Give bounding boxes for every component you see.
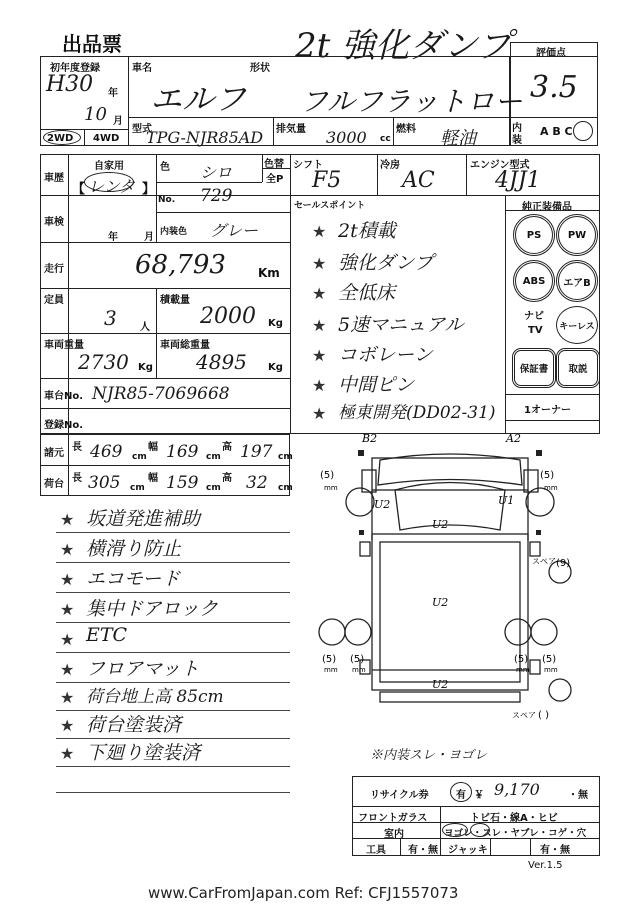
tire-rear-1: (5) <box>322 654 337 665</box>
engine-label: エンジン型式 <box>470 160 530 171</box>
recycle-value: 9,170 <box>494 780 540 799</box>
private-label: 自家用 <box>94 161 124 172</box>
fuel-value: 軽油 <box>440 128 476 149</box>
tools-value: 有・無 <box>408 845 438 856</box>
diagram-u1: U1 <box>498 494 515 507</box>
recycle-have-circle <box>450 782 472 802</box>
star-icon: ★ <box>312 222 327 241</box>
diagram-note: ※内装スレ・ヨゴレ <box>370 748 488 763</box>
chassis-label: 車台No. <box>44 391 84 402</box>
height-label: 高 <box>222 442 232 453</box>
star-icon: ★ <box>60 570 75 589</box>
load-value: 2000 <box>200 304 256 329</box>
tire-front-right: (5) <box>540 470 555 481</box>
ac-label: 冷房 <box>380 160 400 171</box>
vehicle-type-label: 形状 <box>250 63 270 74</box>
height-unit: cm <box>278 452 293 462</box>
diagram-u2-cab: U2 <box>432 518 449 531</box>
ac-value: AC <box>402 168 435 193</box>
star-icon: ★ <box>312 346 327 365</box>
cargo-width-value: 159 <box>166 473 199 493</box>
tire-rear-2: (5) <box>350 654 365 665</box>
room-scuff-circle <box>470 823 490 837</box>
vehicle-name-label: 車名 <box>132 63 152 74</box>
cargo-width-label: 幅 <box>148 473 158 484</box>
recycle-label: リサイクル券 <box>370 790 429 801</box>
jack-value: 有・無 <box>540 845 570 856</box>
vehicle-type: フルフラットロー <box>300 85 523 118</box>
spare-label-2: スペア <box>512 711 536 720</box>
tire-front-right-mm: mm <box>544 484 558 492</box>
one-owner: 1オーナー <box>524 405 571 416</box>
history-circle <box>84 172 134 192</box>
interior-label: 内 <box>512 123 522 134</box>
month-value: 10 <box>84 104 107 125</box>
history-value: レンタ <box>88 177 135 196</box>
star-icon: ★ <box>312 254 327 273</box>
interior-grades: A B C <box>540 125 573 138</box>
displacement-label: 排気量 <box>276 124 306 135</box>
length-label: 長 <box>72 442 82 453</box>
gross-weight-value: 4895 <box>196 350 247 374</box>
sales-point-item: 5速マニュアル <box>338 314 464 336</box>
vehicle-name: エルフ <box>150 80 247 118</box>
seats-value: 3 <box>104 306 117 330</box>
bracket-close: 】 <box>142 182 156 197</box>
displacement-unit: cc <box>380 134 391 144</box>
color-change-label: 色替 <box>264 159 284 170</box>
equip-pw-marked <box>556 214 598 256</box>
star-icon: ★ <box>60 688 75 707</box>
tire-rear-3-mm: mm <box>516 666 530 674</box>
feature-item: 横滑り防止 <box>86 538 182 560</box>
cargo-width-unit: cm <box>206 483 221 493</box>
sales-point-item: 2t積載 <box>338 220 396 242</box>
load-label: 積載量 <box>160 295 190 306</box>
jack-label: ジャッキ <box>448 845 488 856</box>
cargo-label: 荷台 <box>44 479 64 490</box>
sales-point-item: 極東開発(DD02-31) <box>338 403 496 423</box>
cargo-height-label: 高 <box>222 473 232 484</box>
inspection-label: 車検 <box>44 217 64 228</box>
feature-item: 荷台地上高 85cm <box>86 687 224 707</box>
windshield-label: フロントガラス <box>358 813 428 824</box>
star-icon: ★ <box>312 284 327 303</box>
feature-item: 坂道発進補助 <box>86 508 201 530</box>
color-label: 色 <box>160 162 170 173</box>
version-label: Ver.1.5 <box>528 860 563 871</box>
displacement-value: 3000 <box>326 128 367 147</box>
color-value: シロ <box>200 163 233 182</box>
equip-manual-marked <box>556 348 600 388</box>
interior-grade-circle <box>573 121 593 141</box>
handwritten-title: 2t 強化ダンプ <box>295 26 512 66</box>
star-icon: ★ <box>60 716 75 735</box>
star-icon: ★ <box>60 510 75 529</box>
star-icon: ★ <box>60 660 75 679</box>
cargo-length-unit: cm <box>130 483 145 493</box>
equip-ps-marked <box>513 214 555 256</box>
gross-weight-label: 車両総重量 <box>160 340 210 351</box>
first-reg-label: 初年度登録 <box>50 63 100 74</box>
sales-point-item: コボレーン <box>338 344 433 366</box>
interior-color-label: 内装色 <box>160 227 188 237</box>
feature-item: 荷台塗装済 <box>86 714 182 736</box>
height-value: 197 <box>240 442 273 462</box>
full-paint-label: 全P <box>266 174 284 185</box>
star-icon: ★ <box>60 600 75 619</box>
equip-pw: PW <box>558 216 596 254</box>
equip-airbag: エアB <box>558 262 596 300</box>
vehicle-damage-diagram <box>300 430 600 740</box>
feature-item: 集中ドアロック <box>86 598 219 620</box>
equip-tv: TV <box>528 325 543 336</box>
equip-manual: 取説 <box>558 350 598 386</box>
length-unit: cm <box>132 452 147 462</box>
spare-value-2: ( ) <box>538 710 549 721</box>
equip-navi: ナビ <box>524 311 544 322</box>
spare-label-1: スペア <box>532 557 556 566</box>
feature-item: 下廻り塗装済 <box>86 742 201 764</box>
star-icon: ★ <box>60 630 75 649</box>
sales-points-label: セールスポイント <box>294 201 366 211</box>
star-icon: ★ <box>60 540 75 559</box>
tire-front-left: (5) <box>320 470 335 481</box>
watermark: www.CarFromJapan.com Ref: CFJ1557073 <box>148 884 459 902</box>
equip-abs-marked <box>513 260 555 302</box>
tire-rear-1-mm: mm <box>324 666 338 674</box>
inspection-month: 月 <box>144 232 154 243</box>
sales-point-item: 強化ダンプ <box>338 252 434 274</box>
feature-item: フロアマット <box>86 658 200 680</box>
tire-rear-2-mm: mm <box>352 666 366 674</box>
drive-2wd-circle <box>43 130 81 145</box>
shift-label: シフト <box>293 160 323 171</box>
sheet-title: 出品票 <box>62 32 122 56</box>
seats-unit: 人 <box>140 322 150 333</box>
gross-weight-unit: Kg <box>268 362 283 373</box>
no-label: No. <box>158 195 176 205</box>
genuine-equipment-label: 純正装備品 <box>522 202 572 213</box>
no-value: 729 <box>200 186 233 206</box>
diagram-a2: A2 <box>506 432 521 445</box>
score-value: 3.5 <box>530 70 578 105</box>
era-value: H30 <box>46 72 94 97</box>
load-unit: Kg <box>268 318 283 329</box>
history-label: 車歴 <box>44 173 64 184</box>
score-label: 評価点 <box>536 48 566 59</box>
equip-keyless: キーレス <box>556 306 598 344</box>
cargo-length-label: 長 <box>72 473 82 484</box>
diagram-u2-cab-left: U2 <box>374 498 391 511</box>
sales-point-item: 全低床 <box>338 282 396 304</box>
star-icon: ★ <box>60 744 75 763</box>
tire-front-left-mm: mm <box>324 484 338 492</box>
interior-label-2: 装 <box>512 135 522 146</box>
inspection-year: 年 <box>108 232 118 243</box>
drive-2wd: 2WD <box>47 133 74 144</box>
star-icon: ★ <box>312 316 327 335</box>
model-value: TPG-NJR85AD <box>146 128 264 147</box>
cargo-height-unit: cm <box>278 483 293 493</box>
interior-color-value: グレー <box>210 221 259 240</box>
star-icon: ★ <box>312 404 327 423</box>
chassis-value: NJR85-7069668 <box>92 384 230 404</box>
room-value: ヨゴレ・スレ・ヤブレ・コゲ・穴 <box>444 828 587 839</box>
recycle-have: 有 <box>456 790 466 801</box>
feature-item: ETC <box>86 624 128 646</box>
width-unit: cm <box>206 452 221 462</box>
bracket-open: 【 <box>72 182 86 197</box>
diagram-u2-rear: U2 <box>432 678 449 691</box>
windshield-value: トビ石・線A・ヒビ <box>470 813 558 824</box>
fuel-label: 燃料 <box>396 124 416 135</box>
recycle-yen: ￥ <box>474 790 484 801</box>
star-icon: ★ <box>312 376 327 395</box>
mileage-value: 68,793 <box>135 250 226 280</box>
registration-no-label: 登録No. <box>44 420 84 431</box>
length-value: 469 <box>90 442 123 462</box>
tools-label: 工具 <box>366 845 386 856</box>
seats-label: 定員 <box>44 295 64 306</box>
dimension-spec-label: 諸元 <box>44 448 64 459</box>
equip-abs: ABS <box>515 262 553 300</box>
model-label: 型式 <box>132 124 152 135</box>
tire-rear-4: (5) <box>542 654 557 665</box>
width-label: 幅 <box>148 442 158 453</box>
tire-rear-4-mm: mm <box>544 666 558 674</box>
equip-ps: PS <box>515 216 553 254</box>
mileage-label: 走行 <box>44 264 64 275</box>
spare-value-1: (9) <box>556 558 571 569</box>
vehicle-weight-value: 2730 <box>78 350 129 374</box>
equip-warranty: 保証書 <box>514 350 554 386</box>
cargo-length-value: 305 <box>88 473 121 493</box>
cargo-height-value: 32 <box>246 473 268 493</box>
vehicle-weight-label: 車両重量 <box>44 340 84 351</box>
shift-value: F5 <box>312 168 342 193</box>
vehicle-weight-unit: Kg <box>138 362 153 373</box>
year-suffix: 年 <box>108 88 118 99</box>
feature-item: エコモード <box>86 568 181 590</box>
diagram-b2: B2 <box>362 432 378 445</box>
sales-point-item: 中間ピン <box>338 374 415 396</box>
room-label: 室内 <box>384 829 404 840</box>
drive-4wd: 4WD <box>93 133 120 144</box>
tire-rear-3: (5) <box>514 654 529 665</box>
month-suffix: 月 <box>113 116 123 127</box>
equip-warranty-marked <box>512 348 556 388</box>
mileage-unit: Km <box>258 266 280 280</box>
room-dirt-circle <box>442 823 468 837</box>
equip-airbag-marked <box>556 260 598 302</box>
engine-value: 4JJ1 <box>495 168 541 193</box>
recycle-none: ・無 <box>568 790 588 801</box>
width-value: 169 <box>166 442 199 462</box>
diagram-u2-bed: U2 <box>432 596 449 609</box>
